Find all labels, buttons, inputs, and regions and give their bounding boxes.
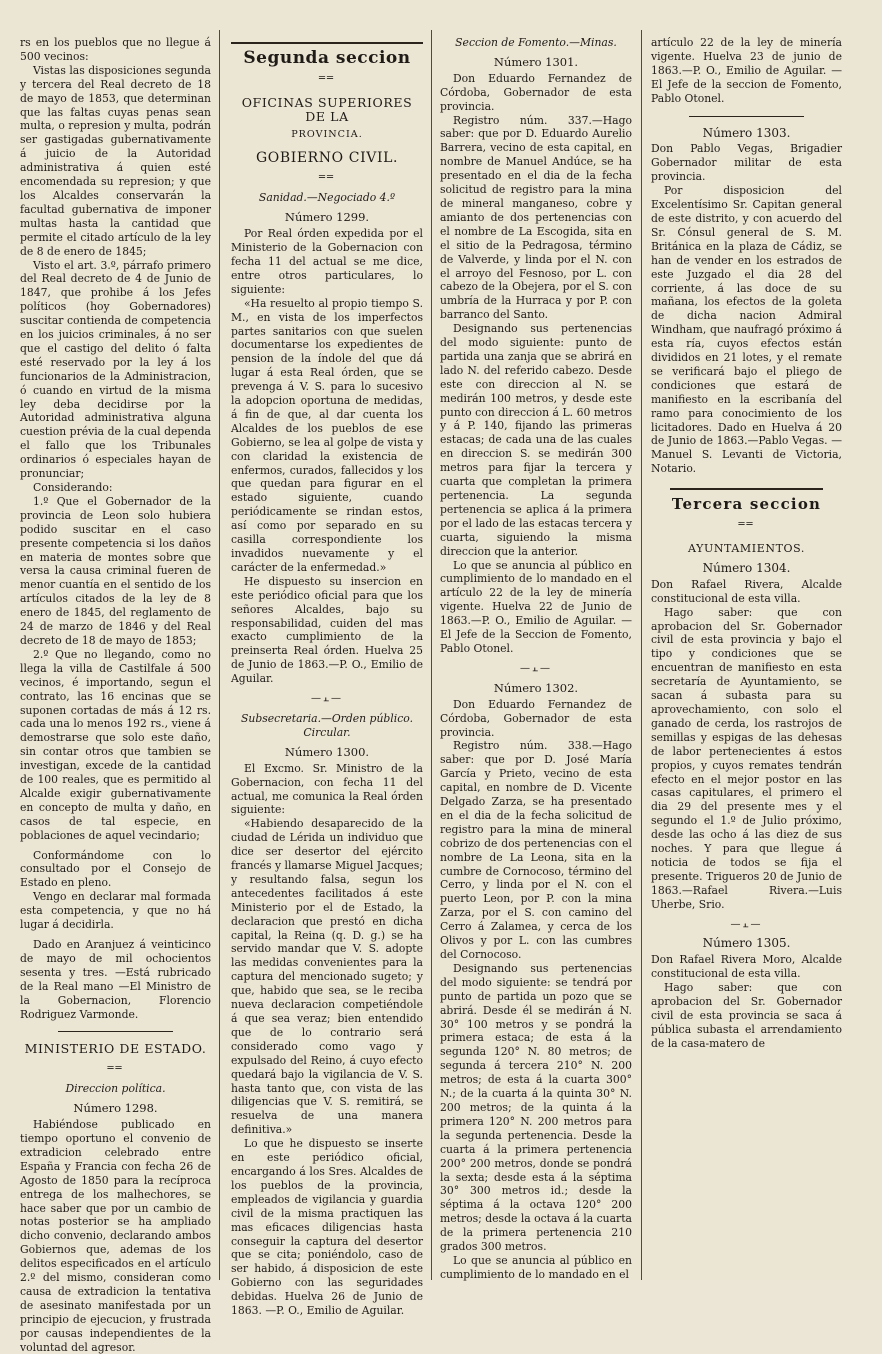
- divider: ══: [318, 72, 336, 84]
- paragraph: Habiéndose publicado en tiempo oportuno el convenio de extradicion celebrado entre España y Francia con fecha 26 de Agosto de 1850 para la recíproca entrega de los malhechores, se hace saber que por un cambio de notas posterior se ha ampliado dicho convenio, declarando ambos Gobiernos que, ademas de los delitos especificados en el artículo 2.º del mismo, consideran como causa de extradicion la tentativa de asesinato manifestada por un principio de ejecucion, y frustrada por causas independientes de la voluntad del agresor.: [20, 1118, 211, 1354]
- paragraph: Vengo en declarar mal formada esta competencia, y que no há lugar á decidirla.: [20, 890, 211, 932]
- paragraph: Designando sus pertenencias del modo siguiente: punto de partida una zanja que se abrirá en lado N. del referido cabezo. Desde este con direccion al N. se medirán 100 metros, y desde este punto con direccion á L. 60 metros y á P. 140, fijando las primeras estacas; de cada una de las cuales en direccion S. se medirán 300 metros para fijar la tercera y cuarta que completan la primera pertenencia. La segunda pertenencia se aplica á la primera por el lado de las estacas tercera y cuarta, siguiendo la misma direccion que la anterior.: [440, 322, 632, 558]
- divider: —⫠—: [310, 693, 344, 705]
- paragraph: El Excmo. Sr. Ministro de la Gobernacion, con fecha 11 del actual, me comunica la Real órden siguiente:: [231, 761, 423, 817]
- item-number: Número 1298.: [73, 1101, 158, 1116]
- section-title: Tercera seccion: [671, 495, 822, 514]
- item-number: Número 1301.: [493, 54, 579, 69]
- paragraph: Conformándome con lo consultado por el Consejo de Estado en pleno.: [20, 848, 211, 890]
- section-heading: OFICINAS SUPERIORES DE LA: [241, 94, 413, 124]
- column-4: [651, 36, 842, 1272]
- paragraph: Lo que se anuncia al público en cumplimiento de lo mandado en el: [440, 1253, 632, 1281]
- paragraph: Vistas las disposiciones segunda y tercera del Real decreto de 18 de mayo de 1853, que determinan que las faltas cuyas penas sean multa, o represion y multa, podrán ser gastigadas gubernativamente á juicio de la Autoridad administrativa á quien esté encomendada su represion; y que los Alcaldes conservarán la facultad gubernativa de imponer multas hasta la cantidad que permite el citado artículo de la ley de 8 de enero de 1845;: [20, 63, 211, 258]
- subheading: PROVINCIA.: [291, 128, 363, 140]
- paragraph: Don Eduardo Fernandez de Córdoba, Gobernador de esta provincia.: [440, 697, 632, 739]
- column-3: [440, 36, 632, 1281]
- subheading: Sanidad.—Negociado 4.º: [258, 191, 396, 205]
- paragraph: Hago saber: que con aprobacion del Sr. Gobernador civil de esta provincia se saca á pública subasta el arrendamiento de la casa-matero de: [651, 981, 842, 1050]
- divider: —⫠—: [519, 662, 553, 674]
- section-heading: AYUNTAMIENTOS.: [688, 542, 805, 555]
- divider: ══: [318, 172, 336, 184]
- paragraph: Don Rafael Rivera, Alcalde constitucional de esta villa.: [651, 577, 842, 605]
- paragraph: Por disposicion del Excelentísimo Sr. Capitan general de este distrito, y con acuerdo del Sr. Cónsul general de S. M. Británica en la plaza de Cádiz, se han de vender en los estrados de este Juzgado el dia 28 del corriente, á las doce de su mañana, los efectos de la goleta de dicha nacion Admiral Windham, que naufragó próximo á esta ría, cuyos efectos están divididos en 21 lotes, y el remate se verificará bajo el pliego de condiciones que estará de manifiesto en la escribanía del ramo para conocimiento de los licitadores. Dado en Huelva á 20 de Junio de 1863.—Pablo Vegas. —Manuel S. Levanti de Victoria, Notario.: [651, 184, 842, 476]
- paragraph: Don Eduardo Fernandez de Córdoba, Gobernador de esta provincia.: [440, 71, 632, 113]
- column-rule-2: [431, 30, 432, 1280]
- divider: [58, 1031, 173, 1032]
- divider: —⫠—: [730, 918, 763, 930]
- paragraph: Considerando:: [32, 481, 113, 494]
- divider: [689, 116, 804, 117]
- item-number: Número 1300.: [284, 744, 370, 759]
- divider: ══: [738, 519, 755, 531]
- subheading: Direccion política.: [65, 1082, 166, 1096]
- paragraph: «Ha resuelto al propio tiempo S. M., en vista de los imperfectos partes sanitarios con que suelen documentarse los expedientes de pension de la índole del que dá lugar á esta Real órden, que se prevenga á V. S. para lo sucesivo la adopcion oportuna de medidas, á fin de que, al dar cuenta los Alcaldes de los pueblos de ese Gobierno, se lea al golpe de vista y con claridad la existencia de enfermos, curados, fallecidos y los que quedan para figurar en el estado siguiente, cuando periódicamente se rindan estos, así como por separado en su casilla correspondiente los invadidos nuevamente y el carácter de la enfermedad.»: [231, 296, 423, 574]
- paragraph: «Habiendo desaparecido de la ciudad de Lérida un individuo que dice ser desertor del ejército francés y llamarse Miguel Jacques; y resultando falsa, segun los antecedentes facilitados á este Ministerio por el de Estado, la declaracion que prestó en dicha capital, la Reina (q. D. g.) se ha servido mandar que V. S. adopte las medidas convenientes para la captura del mencionado sugeto; y que, habido que sea, se le reciba nueva declaracion competiéndole á que sea veraz; bien entendido que de lo contrario será considerado como vago y expulsado del Reino, á cuyo efecto quedará bajo la vigilancia de V. S. hasta tanto que, con vista de las diligencias que V. S. remitirá, se resuelva de una manera definitiva.»: [231, 817, 423, 1137]
- section-title: Segunda seccion: [243, 48, 411, 68]
- paragraph: Don Pablo Vegas, Brigadier Gobernador militar de esta provincia.: [651, 142, 842, 184]
- column-rule-3: [641, 30, 642, 1280]
- paragraph: 1.º Que el Gobernador de la provincia de Leon solo hubiera podido suscitar en el caso presente competencia si los daños en materia de montes sobre que versa la causa criminal fueren de menor cuantía en el sentido de los artículos citados de la ley de 8 enero de 1845, del reglamento de 24 de marzo de 1846 y del Real decreto de 18 de mayo de 1853;: [20, 494, 211, 647]
- item-number: Número 1302.: [493, 680, 579, 695]
- divider: ══: [107, 1063, 124, 1075]
- paragraph: 2.º Que no llegando, como no llega la villa de Castilfale á 500 vecinos, é importando, segun el contrato, las 16 encinas que se suponen cortadas de más á 12 rs. cada una lo menos 192 rs., viene á demostrarse que solo este daño, sin contar otros que tambien se investigan, excede de la cantidad de 100 reales, que es permitido al Alcalde exigir gubernativamente en concepto de multa y daño, en casos de tal especie, en poblaciones de aquel vecindario;: [20, 647, 211, 842]
- paragraph: Lo que he dispuesto se inserte en este periódico oficial, encargando á los Sres. Alcaldes de los pueblos de la provincia, empleados de vigilancia y guardia civil de la misma practiquen las mas eficaces diligencias hasta conseguir la captura del desertor que se cita; poniéndolo, caso de ser habido, á disposicion de este Gobierno con las seguridades debidas. Huelva 26 de Junio de 1863. —P. O., Emilio de Aguilar.: [231, 1137, 423, 1318]
- divider: [670, 488, 823, 490]
- item-number: Número 1305.: [702, 936, 791, 951]
- section-heading: GOBIERNO CIVIL.: [255, 149, 399, 166]
- item-number: Número 1304.: [702, 560, 791, 575]
- paragraph: Don Rafael Rivera Moro, Alcalde constitucional de esta villa.: [651, 953, 842, 981]
- paragraph: He dispuesto su insercion en este periódico oficial para que los señores Alcaldes, bajo su responsabilidad, cuiden del mas exacto cumplimiento de la preinserta Real órden. Huelva 25 de Junio de 1863.—P. O., Emilio de Aguilar.: [231, 574, 423, 686]
- paragraph: Visto el art. 3.º, párrafo primero del Real decreto de 4 de Junio de 1847, que prohibe á los Jefes políticos (hoy Gobernadores) suscitar contienda de competencia en los juicios criminales, á no ser que el castigo del delito ó falta esté reservado por la ley á los funcionarios de la Administracion, ó cuando en virtud de la misma ley deba decidirse por la Autoridad administrativa alguna cuestion prévia de la cual dependa el fallo que los Tribunales ordinarios ó especiales hayan de pronunciar;: [20, 258, 211, 481]
- subheading: Seccion de Fomento.—Minas.: [455, 36, 617, 49]
- column-1: [20, 36, 211, 1354]
- item-number: Número 1303.: [702, 125, 791, 140]
- paragraph: Registro núm. 338.—Hago saber: que por D. José María García y Prieto, vecino de esta capital, en nombre de D. Vicente Delgado Zarza, se ha presentado en el dia de la fecha solicitud de registro para la mina de mineral cobrizo de dos pertenencias con el nombre de La Leona, sita en la cumbre de Cornocoso, término del Cerro, y linda por el N. con el puerto Leon, por P. con la mina Zarza, por el S. con camino del Cerro á Zalamea, y cerca de los Olivos y por L. con las cumbres del Cornocoso.: [440, 739, 632, 961]
- column-2: [231, 36, 423, 1318]
- item-number: Número 1299.: [284, 210, 370, 225]
- subheading: Subsecretaria.—Orden público. Circular.: [240, 711, 414, 739]
- paragraph: rs en los pueblos que no llegue á 500 vecinos:: [20, 36, 211, 63]
- paragraph: Lo que se anuncia al público en cumplimiento de lo mandado en el artículo 22 de la ley de minería vigente. Huelva 22 de Junio de 1863.—P. O., Emilio de Aguilar. —El Jefe de la Seccion de Fomento, Pablo Otonel.: [440, 558, 632, 655]
- paragraph: Hago saber: que con aprobacion del Sr. Gobernador civil de esta provincia y bajo el tipo y condiciones que se encuentran de manifiesto en esta secretaría de Ayuntamiento, se sacan á subasta para su aprovechamiento, con solo el ganado de cerda, los rastrojos de semillas y espigas de las dehesas de labor pertenecientes á estos propios, y cuyos remates tendrán efecto en el mejor postor en las casas capitulares, el primero el dia 29 del presente mes y el segundo el 1.º de Julio próximo, desde las ocho á las diez de sus noches. Y para que llegue á noticia de todos se fija el presente. Trigueros 20 de Junio de 1863.—Rafael Rivera.—Luis Uherbe, Srio.: [651, 605, 842, 911]
- paragraph: Dado en Aranjuez á veinticinco de mayo de mil ochocientos sesenta y tres. —Está rubricado de la Real mano —El Ministro de la Gobernacion, Florencio Rodriguez Varmonde.: [20, 938, 211, 1021]
- paragraph: Designando sus pertenencias del modo siguiente: se tendrá por punto de partida un pozo que se abrirá. Desde él se medirán á N. 30° 100 metros y se pondrá la primera estaca; de esta á la segunda 120° N. 80 metros; de segunda á tercera 210° N. 200 metros; de esta á la cuarta 300° N.; de la cuarta á la quinta 30° N. 200 metros; de la quinta á la primera 120° N. 200 metros para la segunda pertenencia. Desde la cuarta á la primera pertenencia 200° 200 metros, donde se pondrá la sexta; desde esta á la séptima 30° 300 metros id.; desde la séptima á la octava 120° 200 metros; desde la octava á la cuarta de la primera pertenencia 210 grados 300 metros.: [440, 961, 632, 1254]
- paragraph: Registro núm. 337.—Hago saber: que por D. Eduardo Aurelio Barrera, vecino de esta capital, en nombre de Manuel Andúce, se ha presentado en el dia de la fecha solicitud de registro para la mina de mineral manganeso, cobre y amianto de dos pertenencias con el nombre de La Escogida, sita en el sitio de la Pedragosa, término de Valverde, y linda por el N. con el arroyo del Fesnoso, por L. con cabezo de la Obejera, por el S. con umbría de la Hurraca y por P. con barranco del Santo.: [440, 113, 632, 322]
- column-rule-1: [219, 30, 220, 1280]
- paragraph: Por Real órden expedida por el Ministerio de la Gobernacion con fecha 11 del actual se me dice, entre otros particulares, lo siguiente:: [231, 227, 423, 296]
- paragraph: artículo 22 de la ley de minería vigente. Huelva 23 de junio de 1863.—P. O., Emilio de Aguilar. —El Jefe de la seccion de Fomento, Pablo Otonel.: [651, 36, 842, 105]
- section-heading: MINISTERIO DE ESTADO.: [24, 1041, 207, 1057]
